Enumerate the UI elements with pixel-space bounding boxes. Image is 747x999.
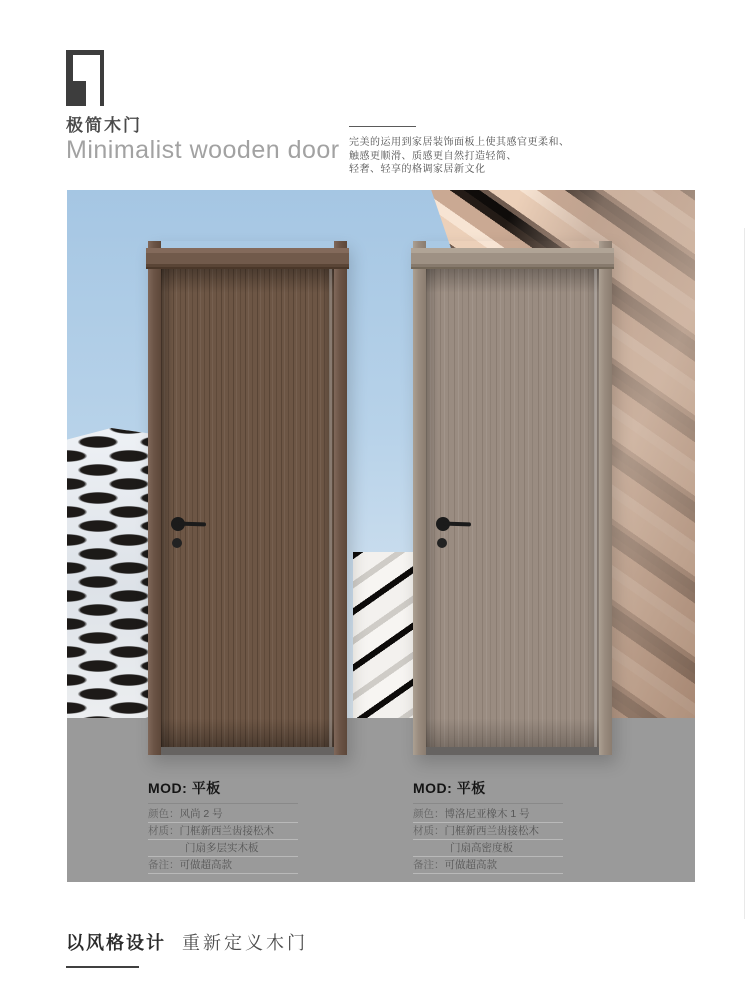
footer-slogan (66, 929, 308, 968)
spec-row-material-cont (413, 840, 563, 857)
spec-label: 颜色： (148, 808, 180, 820)
spec-value: 门扇高密度板 (450, 842, 513, 854)
door-leaf (161, 269, 334, 747)
door-frame-right (334, 241, 347, 755)
spec-row-color (413, 806, 563, 823)
door-frame-left (148, 241, 161, 755)
spec-row-note (413, 857, 563, 874)
door-frame-right (599, 241, 612, 755)
door-keyhole-icon (437, 538, 447, 548)
page-edge-line (744, 228, 745, 919)
spec-block-left (148, 778, 298, 874)
model-label: MOD: 平板 (413, 778, 563, 804)
spec-row-material-cont (148, 840, 298, 857)
door-threshold-shadow (161, 747, 334, 755)
intro-line: 完美的运用到家居装饰面板上使其感官更柔和、 (349, 137, 570, 148)
slogan-bold: 以风格设计 (66, 933, 166, 953)
door-frame-left (413, 241, 426, 755)
spec-label: 备注： (148, 859, 180, 871)
spec-label: 材质： (413, 825, 445, 837)
spec-label: 备注： (413, 859, 445, 871)
spec-label: 颜色： (413, 808, 445, 820)
slogan-light: 重新定义木门 (182, 933, 308, 953)
spec-value: 博洛尼亚橡木 1 号 (444, 808, 530, 820)
door-keyhole-icon (172, 538, 182, 548)
spec-value: 可做超高款 (179, 859, 232, 871)
spec-value: 门框新西兰齿接松木 (444, 825, 539, 837)
spec-row-material (413, 823, 563, 840)
footer-accent-bar (66, 966, 139, 968)
door-frame-head (146, 248, 349, 269)
door-edge-highlight (329, 269, 332, 747)
spec-value: 可做超高款 (444, 859, 497, 871)
intro-line: 轻奢、轻享的格调家居新文化 (349, 164, 486, 175)
intro-divider (349, 126, 416, 127)
spec-value: 门扇多层实木板 (185, 842, 259, 854)
door-threshold-shadow (426, 747, 599, 755)
door-frame-head (411, 248, 614, 269)
door-logo-icon (66, 50, 104, 106)
spec-row-material (148, 823, 298, 840)
door-edge-highlight (594, 269, 597, 747)
striped-facade-background (353, 552, 413, 718)
spec-block-right (413, 778, 563, 874)
spec-value: 门框新西兰齿接松木 (179, 825, 274, 837)
page-title-english: Minimalist wooden door (66, 136, 340, 164)
door-dark-walnut (148, 241, 347, 755)
door-leaf (426, 269, 599, 747)
door-grey-oak (413, 241, 612, 755)
intro-line: 触感更顺滑、质感更自然打造轻简、 (349, 150, 517, 162)
intro-block (349, 126, 609, 177)
spec-label: 材质： (148, 825, 180, 837)
product-showcase (67, 190, 695, 882)
model-label: MOD: 平板 (148, 778, 298, 804)
spec-value: 风尚 2 号 (179, 808, 223, 820)
page-title-chinese: 极简木门 (66, 116, 142, 135)
spec-row-note (148, 857, 298, 874)
spec-row-color (148, 806, 298, 823)
